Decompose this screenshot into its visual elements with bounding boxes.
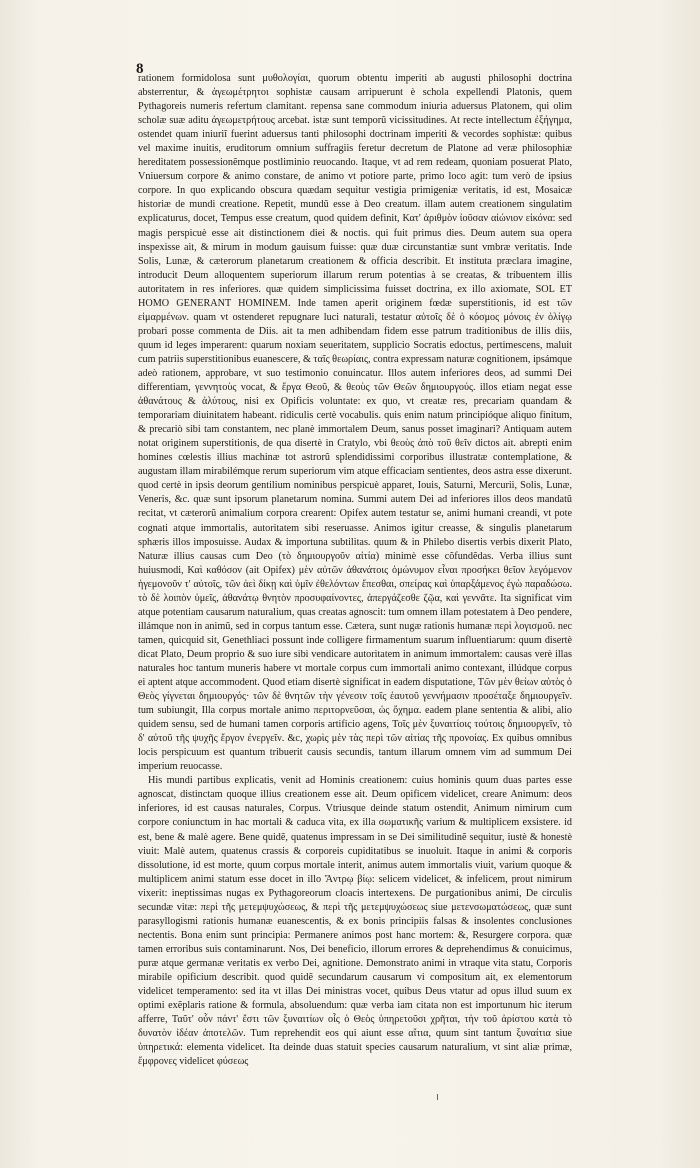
page-number: 8 [136, 61, 144, 77]
paragraph-1: rationem formidolosa sunt μυθολογίαι, quorum obtentu imperiti ab augusti philosophi doctrina absterrentur, & ἀγεωμέτρητοι sophistæ causam arripuerunt è schola expellendi Platonis, quem Pythagoreis numeris refertum clamitant. repensa sane commodum iniuria aduersus Platonem, qui olim scholæ suæ aditu ἀγεωμετρήτους arcebat. istæ sunt temporũ vicissitudines. At recte intellectum ἐξήγημα, ostendet quam iniuriĩ fuerint aduersus tanti philosophi doctrinam imperiti & vecordes sophistæ: quibus vel maxime inuitis, eruditorum omnium suffragiis feretur decretum de Platone ad veræ philosophiæ hereditatem possessionẽmque postliminio reuocando. Itaque, vt ad rem redeam, quoniam posuerat Plato, Vniuersum corpore & animo constare, de animo vt potiore parte, primo loco agit: tum verò de ipsius corpore. In quo explicando obscura quædam sequitur vestigia primigeniæ veritatis, id est, Mosaicæ historiæ de mundi creatione. Repetit, mundũ esse à Deo creatum. illam autem creationem singulatim explicaturus, docet, Tempus esse creatum, quod quidem definit, Κατ' ἀριθμὸν ἰοῦσαν αἰώνιον εἰκόνα: sed magis perspicuè esse ait distinctionem diei & noctis. qui fuit primus dies. Deum autem sua opera inspexisse ait, & mirum in modum gauisum fuisse: quæ duæ circunstantiæ sunt vmbræ veritatis. Inde Solis, Lunæ, & cæterorum planetarum creationem & officia describit. Et instituta præclara imagine, introducit Deum alloquentem superiorum illarum rerum potentias à se creatas, & tribuentem illis autoritatem in res inferiores. quæ quidem simplicissima fuisset doctrina, ex illo axiomate, SOL ET HOMO GENERANT HOMINEM. Inde tamen aperit originem fœdæ superstitionis, id est τῶν εἱμαρμένων. quam vt ostenderet repugnare luci naturali, testatur αὐτοῖς δὲ ὁ κόσμος μόνοις ἐν ὀλίγῳ probari posse commenta de Diis. ait ta men adhibendam fidem esse patrum traditionibus de illis diis, quum id leges imperarent: quarum noxiam seueritatem, supplicio Socratis edoctus, pertimescens, maluit cum patriis superstitionibus euanescere, & ταῖς θεωρίαις, contra expressam naturæ cognitionem, ipsámque adeò rationem, approbare, vt suo testimonio conuincatur. Illos autem inferiores deos, ad summi Dei differentiam, γεννητοὺς vocat, & ἔργα Θεοῦ, & θεοὺς τῶν Θεῶν δημιουργούς. illos etiam negat esse ἀθανάτους & ἀλύτους, nisi ex Opificis voluntate: ex quo, vt creatæ res, precariam quandam & temporariam diuinitatem habeant. ridiculis certè vocabulis. quis enim natum principióque aliquo finitum, & precariò sibi tam constantem, nec planè immortalem Deum, sanus posset imaginari? Antiquam autem notat originem superstitionis, de qua disertè in Cratylo, vbi θεοὺς ἀπὸ τοῦ θεῖν dictos ait. abrepti enim homines cœlestis illius machinæ tot astrorũ splendidissimi corporibus illustratæ contemplatione, & augustam illam mirabilémque rerum superiorum vim atque efficaciam sentientes, deos astra esse dixerunt. quod certè in ipsis deorum gentilium nominibus perspicuè apparet, Iouis, Saturni, Mercurii, Solis, Lunæ, Veneris, &c. quæ sunt ipsorum planetarum nomina. Summi autem Dei ad inferiores illos deos mandatũ recitat, vt cæterorũ animalium corpora crearent: Opifex autem testatur se, animi humani creandi, vt pote cognati atque immortalis, autoritatem sibi reseruasse. Animos igitur creasse, & singulis planetarum sphæris illos imposuisse. Audax & importuna subtilitas. quum & in Philebo disertis verbis dixerit Plato, Naturæ illius causas cum Deo (τὸ δημιουργοῦν αἰτία) minimè esse cõfundẽdas. Verba illius sunt huiusmodi, Καὶ καθόσον (ait Opifex) μὲν αὐτῶν ἀθανάτοις ὁμώνυμον εἶναι προσήκει θεῖον λεγόμενον ἡγεμονοῦν τ' αὐτοῖς, τῶν ἀεὶ δίκῃ καὶ ὑμῖν ἐθελόντων ἕπεσθαι, σπείρας καὶ ὑπαρξάμενος ἐγὼ παραδώσω. τὸ δὲ λοιπὸν ὑμεῖς, ἀθανάτῳ θνητὸν προσυφαίνοντες, ἀπεργάζεσθε ζῷα, καὶ γεννᾶτε. Ita significat vim atque potentiam causarum naturalium, quas creatas agnoscit: tum omnem illam potestatem à Deo pendere, illámque non in animũ, sed in corpus tantum esse. Cætera, sunt nugæ rationis humanæ περὶ λογισμοῦ. nec tamen, quicquid sit, Genethliaci possunt inde colligere firmamentum suarum influentiarum: quum disertè dicat Plato, Deum proprio & suo iure sibi vendicare autoritatem in animum immortalem: causas verè illas naturales hoc tantum muneris habere vt mortale corpus cum immortali animo contexant, illúdque corpus ei aptent atque accommodent. Quod etiam disertè significat in eadem disputatione, Τῶν μὲν θείων αὐτὸς ὁ Θεὸς γίγνεται δημιουργός· τῶν δὲ θνητῶν τὴν γένεσιν τοῖς ἑαυτοῦ γεννήμασιν προσέταξε δημιουργεῖν. tum subiungit, Illa corpus mortale animo περιτορνεῦσαι, ὡς ὄχημα. eadem plane sententia & alibi, alio quidem sensu, sed de humani tamen corporis artificio agens, Τοῖς μὲν ξυναιτίοις τούτοις δημιουργεῖν, τὸ δ' αὐτοῦ τῆς ψυχῆς ἔργον ἐνεργεῖν. &c, χωρὶς μὲν τὰς περὶ τῶν αἰτίας τῆς προνοίας. Ex quibus omnibus locis perspicuum est quantum tribuerit causis secundis, tantum illarum omnem vim ad summum Dei imperium reuocasse. [138, 73, 572, 773]
printer-mark [437, 1094, 438, 1100]
paragraph-2: His mundi partibus explicatis, venit ad Hominis creationem: cuius hominis quum duas partes esse agnoscat, distinctam quoque illius creationem esse ait. Deum opificem videlicet, creare Animum: deos inferiores, id est causas naturales, Corpus. Vtriusque deinde statum ostendit, Animum nimirum cum corpore coniunctum in hac mortali & caduca vita, ex illa σωματικῆς varium & multiplicem exsistere. id est, bene & malè agere. Bene quidẽ, quatenus impressam in se Dei similitudinẽ sequitur, iustè & honestè viuit: Malè autem, quatenus crassis & corporeis cupiditatibus se inuoluit. Itaque in animi & corporis dissolutione, id est morte, quum corpus mortale interit, animus autem immortalis viuit, varium quoque & multiplicem animi statum esse docet in illo Ἄντρῳ βίῳ: selicem videlicet, & infelicem, prout nimirum vixerit: ineptissimas nugas ex Pythagoreorum cloacis intertexens. De purgationibus animi, De circulis secundæ vitæ: περὶ τῆς μετεμψυχώσεως, & περὶ τῆς μετεμψυχώσεως siue μετενσωματώσεως, quæ sunt parasyllogismi rationis humanæ euanescentis, & ex bonis principiis falsas & insolentes conclusiones nectentis. Bona enim sunt principia: Permanere animos post hanc mortem: &, Resurgere corpora. quæ tamen erroribus suis contaminarunt. Nos, Dei beneficio, illorum errores & deprehendimus & conuicimus, puræ atque germanæ veritatis ex verbo Dei, agnitione. Demonstrato animi in vtraque vita statu, Corporis mirabile opificium describit. quod quidẽ secundarum causarum vi compositum ait, ex elementorum videlicet temperamento: sed ita vt illas Dei ministras vocet, quibus Deus vtatur ad opus illud suum ex optimi exẽplaris ratione & formula, absoluendum: quæ verba iam citata non est importunum hic iterum afferre, Ταῦτ' οὖν πάντ' ἔστι τῶν ξυναιτίων οἷς ὁ Θεὸς ὑπηρετοῦσι χρῆται, τὴν τοῦ ἀρίστου κατὰ τὸ δυνατὸν ἰδέαν ἀποτελῶν. Tum reprehendit eos qui aiunt esse αἴτια, quum sint tantum ξυναίτια siue ὑπηρετικά: elementa videlicet. Ita deinde duas statuit species causarum naturalium, vt sint aliæ primæ, ἔμφρονες videlicet φύσεως [138, 775, 572, 1068]
body-text [138, 72, 572, 1069]
